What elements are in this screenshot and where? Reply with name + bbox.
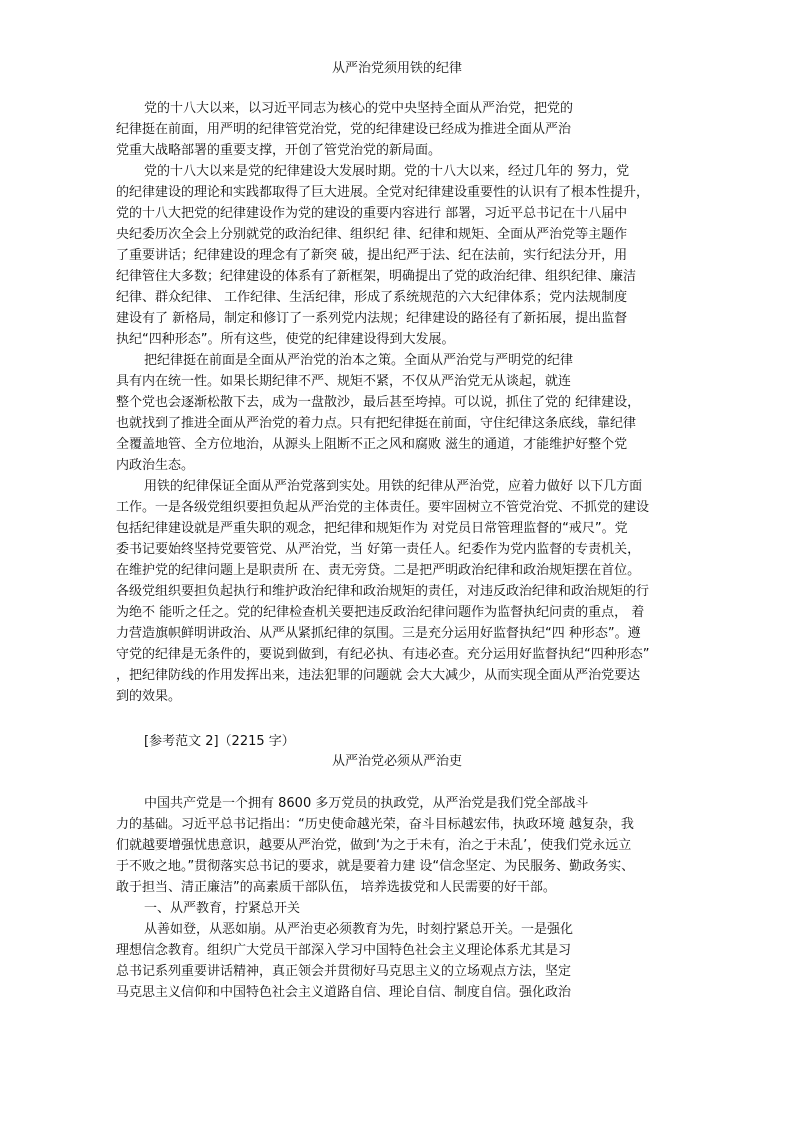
- paragraph-line: 党的十八大把党的纪律建设作为党的建设的重要内容进行 部署，习近平总书记在十八届中: [116, 206, 628, 221]
- paragraph-line: 整个党也会逐渐松散下去，成为一盘散沙，最后甚至垮掉。可以说，抓住了党的 纪律建设，: [116, 395, 641, 410]
- paragraph-line: 全覆盖地管、全方位地治，从源头上阻断不正之风和腐败 滋生的通道，才能维护好整个党: [116, 437, 628, 452]
- paragraph-line: 执纪“四种形态”。所有这些，使党的纪律建设得到大发展。: [116, 332, 455, 347]
- paragraph-line: 中国共产党是一个拥有 8600 多万党员的执政党，从严治党是我们党全部战斗: [144, 796, 589, 811]
- paragraph-line: 具有内在统一性。如果长期纪律不严、规矩不紧，不仅从严治党无从谈起，就连: [116, 374, 572, 389]
- section-heading: 一、从严教育，拧紧总开关: [144, 901, 301, 916]
- paragraph-line: 包括纪律建设就是严重失职的观念，把纪律和规矩作为 对党员日常管理监督的“戒尺”。党: [116, 521, 628, 536]
- paragraph-line: 党的十八大以来，以习近平同志为核心的党中央坚持全面从严治党，把党的: [144, 101, 574, 116]
- paragraph-line: 建设有了 新格局，制定和修订了一系列党内法规；纪律建设的路径有了新拓展，提出监督: [116, 311, 628, 326]
- paragraph-line: 党的十八大以来是党的纪律建设大发展时期。党的十八大以来，经过几年的 努力，党: [144, 164, 630, 179]
- paragraph-line: 从善如登，从恶如崩。从严治吏必须教育为先，时刻拧紧总开关。一是强化: [144, 922, 574, 937]
- paragraph-line: 委书记要始终坚持党要管党、从严治党，当 好第一责任人。纪委作为党内监督的专责机关，: [116, 542, 641, 557]
- paragraph-line: 纪律挺在前面，用严明的纪律管党治党，党的纪律建设已经成为推进全面从严治: [116, 122, 572, 137]
- paragraph-line: 纪律管住大多数；纪律建设的体系有了新框架，明确提出了党的政治纪律、组织纪律、廉洁: [116, 269, 637, 284]
- reference-label: [参考范文 2]（2215 字）: [144, 734, 295, 749]
- paragraph-line: 力营造旗帜鲜明讲政治、从严从紧抓纪律的氛围。三是充分运用好监督执纪“四 种形态”。遵: [116, 626, 641, 641]
- article-2-title: 从严治党必须从严治吏: [331, 754, 462, 769]
- article-1-title: 从严治党须用铁的纪律: [331, 61, 462, 76]
- paragraph-line: 的纪律建设的理论和实践都取得了巨大进展。全党对纪律建设重要性的认识有了根本性提升，: [116, 185, 650, 200]
- paragraph-line: 工作。一是各级党组织要担负起从严治党的主体责任。要牢固树立不管党治党、不抓党的建设: [116, 500, 650, 515]
- paragraph-line: 也就找到了推进全面从严治党的着力点。只有把纪律挺在前面，守住纪律这条底线，靠纪律: [116, 416, 637, 431]
- paragraph-line: 马克思主义信仰和中国特色社会主义道路自信、理论自信、制度自信。强化政治: [116, 985, 572, 1000]
- paragraph-line: 们就越要增强忧患意识，越要从严治党，做到‘为之于未有，治之于未乱’，使我们党永远立: [116, 838, 632, 853]
- paragraph-line: 用铁的纪律保证全面从严治党落到实处。用铁的纪律从严治党，应着力做好 以下几方面: [144, 479, 643, 494]
- paragraph-line: 理想信念教育。组织广大党员干部深入学习中国特色社会主义理论体系尤其是习: [116, 943, 572, 958]
- paragraph-line: 央纪委历次全会上分别就党的政治纪律、组织纪 律、纪律和规矩、全面从严治党等主题作: [116, 227, 628, 242]
- paragraph-line: 总书记系列重要讲话精神，真正领会并贯彻好马克思主义的立场观点方法，坚定: [116, 964, 572, 979]
- paragraph-line: 敢于担当、清正廉洁”的高素质干部队伍， 培养选拔党和人民需要的好干部。: [116, 880, 556, 895]
- paragraph-line: 力的基础。习近平总书记指出：“历史使命越光荣，奋斗目标越宏伟，执政环境 越复杂，我: [116, 817, 634, 832]
- paragraph-line: 守党的纪律是无条件的，要说到做到，有纪必执、有违必查。充分运用好监督执纪“四种形态”: [116, 647, 650, 662]
- paragraph-line: 到的效果。: [116, 689, 182, 704]
- paragraph-line: 了重要讲话；纪律建设的理念有了新突 破，提出纪严于法、纪在法前，实行纪法分开，用: [116, 248, 628, 263]
- paragraph-line: 纪律、群众纪律、 工作纪律、生活纪律，形成了系统规范的六大纪律体系；党内法规制度: [116, 290, 628, 305]
- paragraph-line: 内政治生态。: [116, 458, 195, 473]
- paragraph-line: 为绝不 能听之任之。党的纪律检查机关要把违反政治纪律问题作为监督执纪问责的重点， 着: [116, 605, 645, 620]
- paragraph-line: 在维护党的纪律问题上是职责所 在、责无旁贷。二是把严明政治纪律和政治规矩摆在首位。: [116, 563, 641, 578]
- paragraph-line: 于不败之地。”贯彻落实总书记的要求，就是要着力建 设“信念坚定、为民服务、勤政务实、: [116, 859, 635, 874]
- paragraph-line: 把纪律挺在前面是全面从严治党的治本之策。全面从严治党与严明党的纪律: [144, 353, 574, 368]
- paragraph-line: ，把纪律防线的作用发挥出来，违法犯罪的问题就 会大大减少，从而实现全面从严治党要达: [116, 668, 641, 683]
- paragraph-line: 党重大战略部署的重要支撑，开创了管党治党的新局面。: [116, 143, 442, 158]
- paragraph-line: 各级党组织要担负起执行和维护政治纪律和政治规矩的责任，对违反政治纪律和政治规矩的行: [116, 584, 650, 599]
